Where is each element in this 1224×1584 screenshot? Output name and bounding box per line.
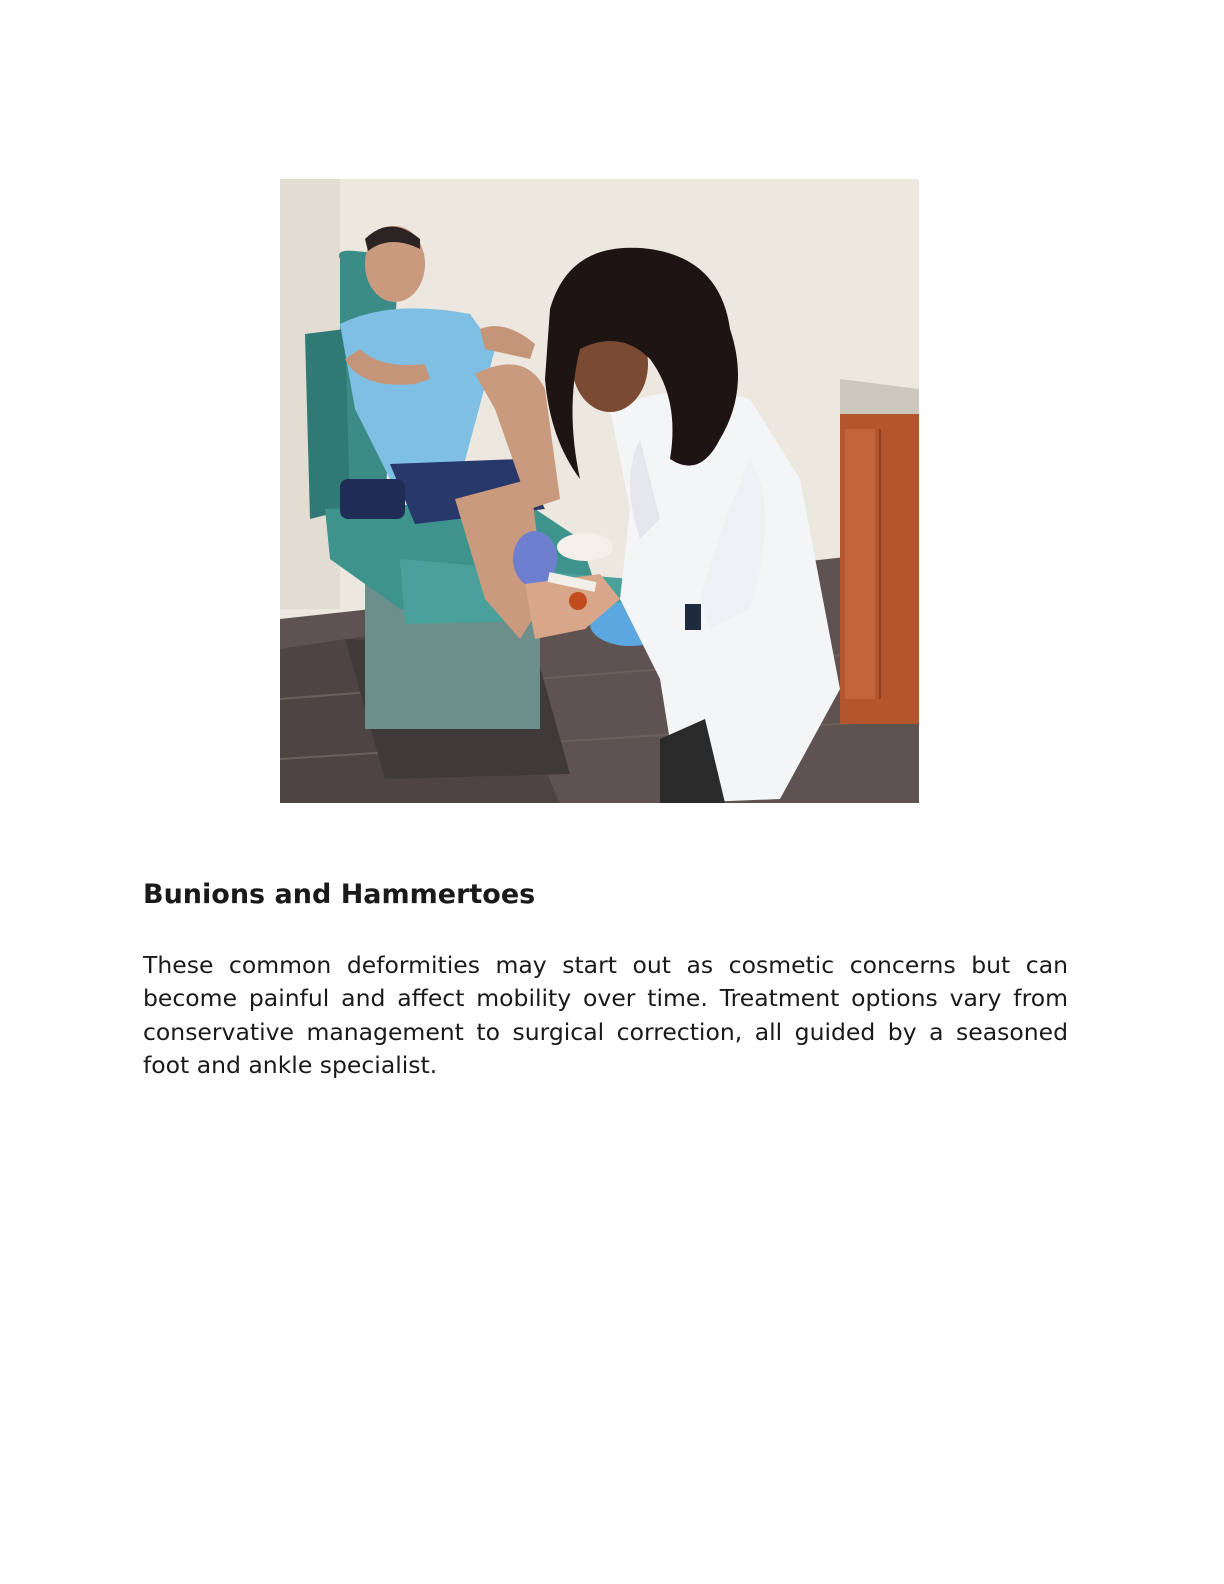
clinic-photo-illustration (280, 179, 919, 803)
section-paragraph: These common deformities may start out as cosmetic concerns but can become painful and affect mobility over time. Treatment options vary from conservative management to surgical correction, all guided by a seasoned foot and ankle specialist. (143, 951, 1068, 1079)
section-heading: Bunions and Hammertoes (143, 879, 536, 910)
clinic-photo (280, 179, 919, 803)
